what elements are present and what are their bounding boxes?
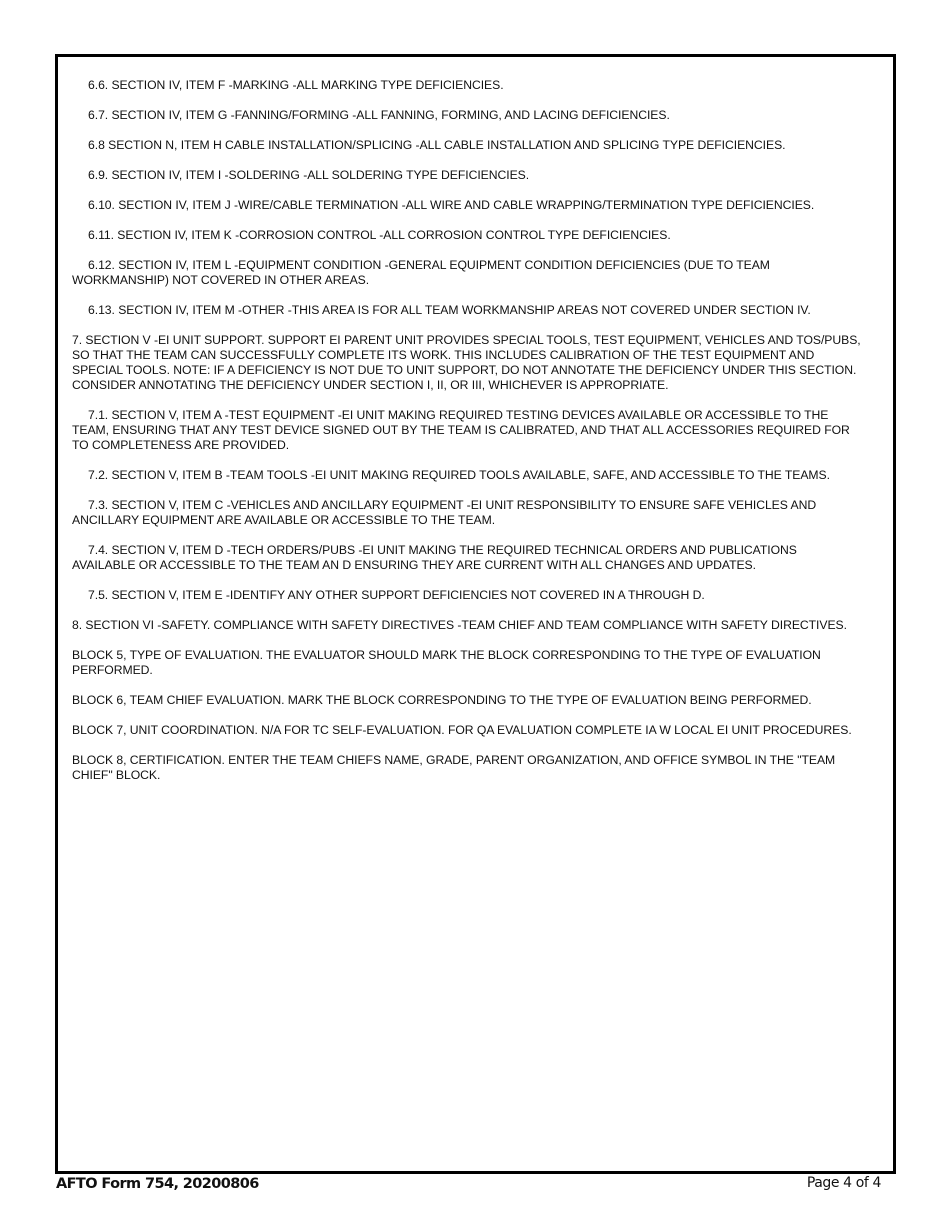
instruction-paragraph: BLOCK 7, UNIT COORDINATION. N/A FOR TC SELF-EVALUATION. FOR QA EVALUATION COMPLETE IA W LOCAL EI UNIT PROCEDURES. (72, 723, 852, 737)
instruction-paragraph: 6.8 SECTION N, ITEM H CABLE INSTALLATION/SPLICING -ALL CABLE INSTALLATION AND SPLICING TYPE DEFICIENCIES. (88, 138, 786, 152)
instruction-paragraph: 6.9. SECTION IV, ITEM I -SOLDERING -ALL SOLDERING TYPE DEFICIENCIES. (88, 168, 530, 182)
instruction-paragraph: 6.7. SECTION IV, ITEM G -FANNING/FORMING -ALL FANNING, FORMING, AND LACING DEFICIENCIES. (88, 108, 670, 122)
instruction-paragraph: 7.2. SECTION V, ITEM B -TEAM TOOLS -EI UNIT MAKING REQUIRED TOOLS AVAILABLE, SAFE, AND ACCESSIBLE TO THE TEAMS. (88, 468, 830, 482)
form-page-frame (55, 54, 896, 1174)
instruction-paragraph: 7.3. SECTION V, ITEM C -VEHICLES AND ANCILLARY EQUIPMENT -EI UNIT RESPONSIBILITY TO ENSURE SAFE VEHICLES AND ANCILLARY EQUIPMENT ARE AVAILABLE OR ACCESSIBLE TO THE TEAM. (72, 498, 817, 527)
instruction-paragraph: BLOCK 8, CERTIFICATION. ENTER THE TEAM CHIEFS NAME, GRADE, PARENT ORGANIZATION, AND OFFICE SYMBOL IN THE "TEAM CHIEF" BLOCK. (72, 753, 836, 782)
instruction-paragraph: 6.6. SECTION IV, ITEM F -MARKING -ALL MARKING TYPE DEFICIENCIES. (88, 78, 504, 92)
instruction-paragraph: 6.11. SECTION IV, ITEM K -CORROSION CONTROL -ALL CORROSION CONTROL TYPE DEFICIENCIES. (88, 228, 671, 242)
instructions-body (72, 78, 862, 798)
form-identifier: AFTO Form 754, 20200806 (56, 1176, 259, 1192)
instruction-paragraph: 6.12. SECTION IV, ITEM L -EQUIPMENT CONDITION -GENERAL EQUIPMENT CONDITION DEFICIENCIES (DUE TO TEAM WORKMANSHIP) NOT COVERED IN OTHER AREAS. (72, 258, 770, 287)
instruction-paragraph: 6.10. SECTION IV, ITEM J -WIRE/CABLE TERMINATION -ALL WIRE AND CABLE WRAPPING/TERMINATION TYPE DEFICIENCIES. (88, 198, 815, 212)
instruction-paragraph: BLOCK 5, TYPE OF EVALUATION. THE EVALUATOR SHOULD MARK THE BLOCK CORRESPONDING TO THE TYPE OF EVALUATION PERFORMED. (72, 648, 821, 677)
instruction-paragraph: 7.5. SECTION V, ITEM E -IDENTIFY ANY OTHER SUPPORT DEFICIENCIES NOT COVERED IN A THROUGH D. (88, 588, 705, 602)
instruction-paragraph: 7. SECTION V -EI UNIT SUPPORT. SUPPORT EI PARENT UNIT PROVIDES SPECIAL TOOLS, TEST EQUIPMENT, VEHICLES AND TOS/PUBS, SO THAT THE TEAM CAN SUCCESSFULLY COMPLETE ITS WORK. THIS INCLUDES CALIBRATION OF THE TEST EQUIPMENT AND SPECIAL TOOLS. NOTE: IF A DEFICIENCY IS NOT DUE TO UNIT SUPPORT, DO NOT ANNOTATE THE DEFICIENCY UNDER THIS SECTION. CONSIDER ANNOTATING THE DEFICIENCY UNDER SECTION I, II, OR III, WHICHEVER IS APPROPRIATE. (72, 333, 861, 392)
instruction-paragraph: 7.1. SECTION V, ITEM A -TEST EQUIPMENT -EI UNIT MAKING REQUIRED TESTING DEVICES AVAILABLE OR ACCESSIBLE TO THE TEAM, ENSURING THAT ANY TEST DEVICE SIGNED OUT BY THE TEAM IS CALIBRATED, AND THAT ALL ACCESSORIES REQUIRED FOR TO COMPLETENESS ARE PROVIDED. (72, 408, 850, 452)
page-number: Page 4 of 4 (806, 1175, 881, 1191)
instruction-paragraph: BLOCK 6, TEAM CHIEF EVALUATION. MARK THE BLOCK CORRESPONDING TO THE TYPE OF EVALUATION BEING PERFORMED. (72, 693, 812, 707)
instruction-paragraph: 8. SECTION VI -SAFETY. COMPLIANCE WITH SAFETY DIRECTIVES -TEAM CHIEF AND TEAM COMPLIANCE WITH SAFETY DIRECTIVES. (72, 618, 847, 632)
instruction-paragraph: 6.13. SECTION IV, ITEM M -OTHER -THIS AREA IS FOR ALL TEAM WORKMANSHIP AREAS NOT COVERED UNDER SECTION IV. (88, 303, 811, 317)
instruction-paragraph: 7.4. SECTION V, ITEM D -TECH ORDERS/PUBS -EI UNIT MAKING THE REQUIRED TECHNICAL ORDERS AND PUBLICATIONS AVAILABLE OR ACCESSIBLE TO THE TEAM AN D ENSURING THEY ARE CURRENT WITH ALL CHANGES AND UPDATES. (72, 543, 797, 572)
